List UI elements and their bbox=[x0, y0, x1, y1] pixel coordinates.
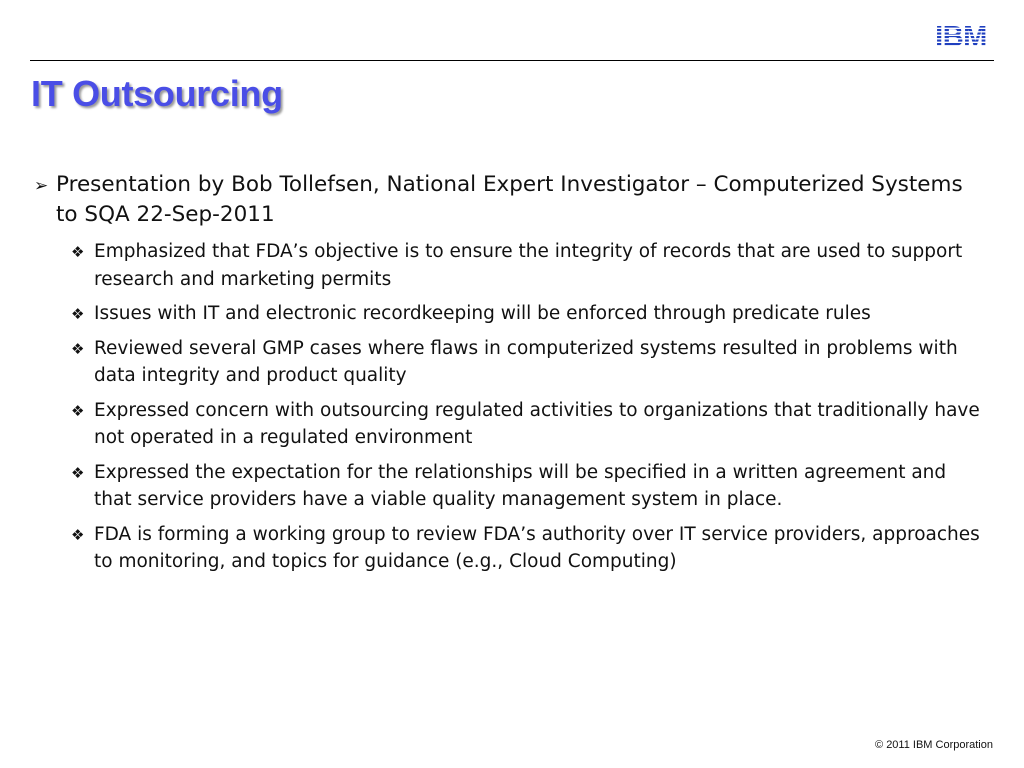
sub-bullet-item bbox=[34, 335, 989, 390]
sub-bullet-text: Expressed concern with outsourcing regulated activities to organizations that traditionally have not operated in a regulated environment bbox=[94, 399, 980, 448]
ibm-logo bbox=[928, 22, 994, 50]
main-bullet bbox=[34, 170, 989, 230]
sub-bullet-item bbox=[34, 521, 989, 576]
diamond-bullet-icon: ❖ bbox=[71, 339, 85, 358]
sub-bullet-text: FDA is forming a working group to review FDA’s authority over IT service providers, approaches to monitoring, and topics for guidance (e.g., Cloud Computing) bbox=[94, 523, 980, 572]
diamond-bullet-icon: ❖ bbox=[71, 243, 85, 261]
sub-bullet-item bbox=[34, 300, 989, 328]
sub-bullet-text: Issues with IT and electronic recordkeeping will be enforced through predicate rules bbox=[94, 303, 871, 324]
arrow-bullet-icon: ➢ bbox=[34, 176, 49, 196]
sub-bullet-item bbox=[34, 459, 989, 514]
slide-title: IT Outsourcing bbox=[31, 73, 283, 114]
sub-bullet-list bbox=[34, 238, 989, 576]
diamond-bullet-icon: ❖ bbox=[71, 463, 85, 482]
diamond-bullet-icon: ❖ bbox=[71, 401, 85, 420]
diamond-bullet-icon: ❖ bbox=[71, 525, 85, 544]
sub-bullet-item bbox=[34, 238, 989, 293]
sub-bullet-item bbox=[34, 397, 989, 452]
svg-text:IBM: IBM bbox=[935, 22, 987, 50]
main-bullet-text: Presentation by Bob Tollefsen, National Expert Investigator – Computerized Systems to SQA 22-Sep-2011 bbox=[56, 172, 963, 227]
sub-bullet-text: Expressed the expectation for the relationships will be specified in a written agreement and that service providers have a viable quality management system in place. bbox=[94, 461, 947, 510]
sub-bullet-text: Emphasized that FDA’s objective is to ensure the integrity of records that are used to support research and marketing permits bbox=[94, 241, 963, 290]
diamond-bullet-icon: ❖ bbox=[71, 305, 85, 323]
sub-bullet-text: Reviewed several GMP cases where flaws in computerized systems resulted in problems with data integrity and product quality bbox=[94, 337, 958, 386]
slide-body bbox=[34, 170, 989, 583]
copyright-footer: © 2011 IBM Corporation bbox=[875, 739, 993, 751]
header-divider bbox=[30, 60, 994, 61]
